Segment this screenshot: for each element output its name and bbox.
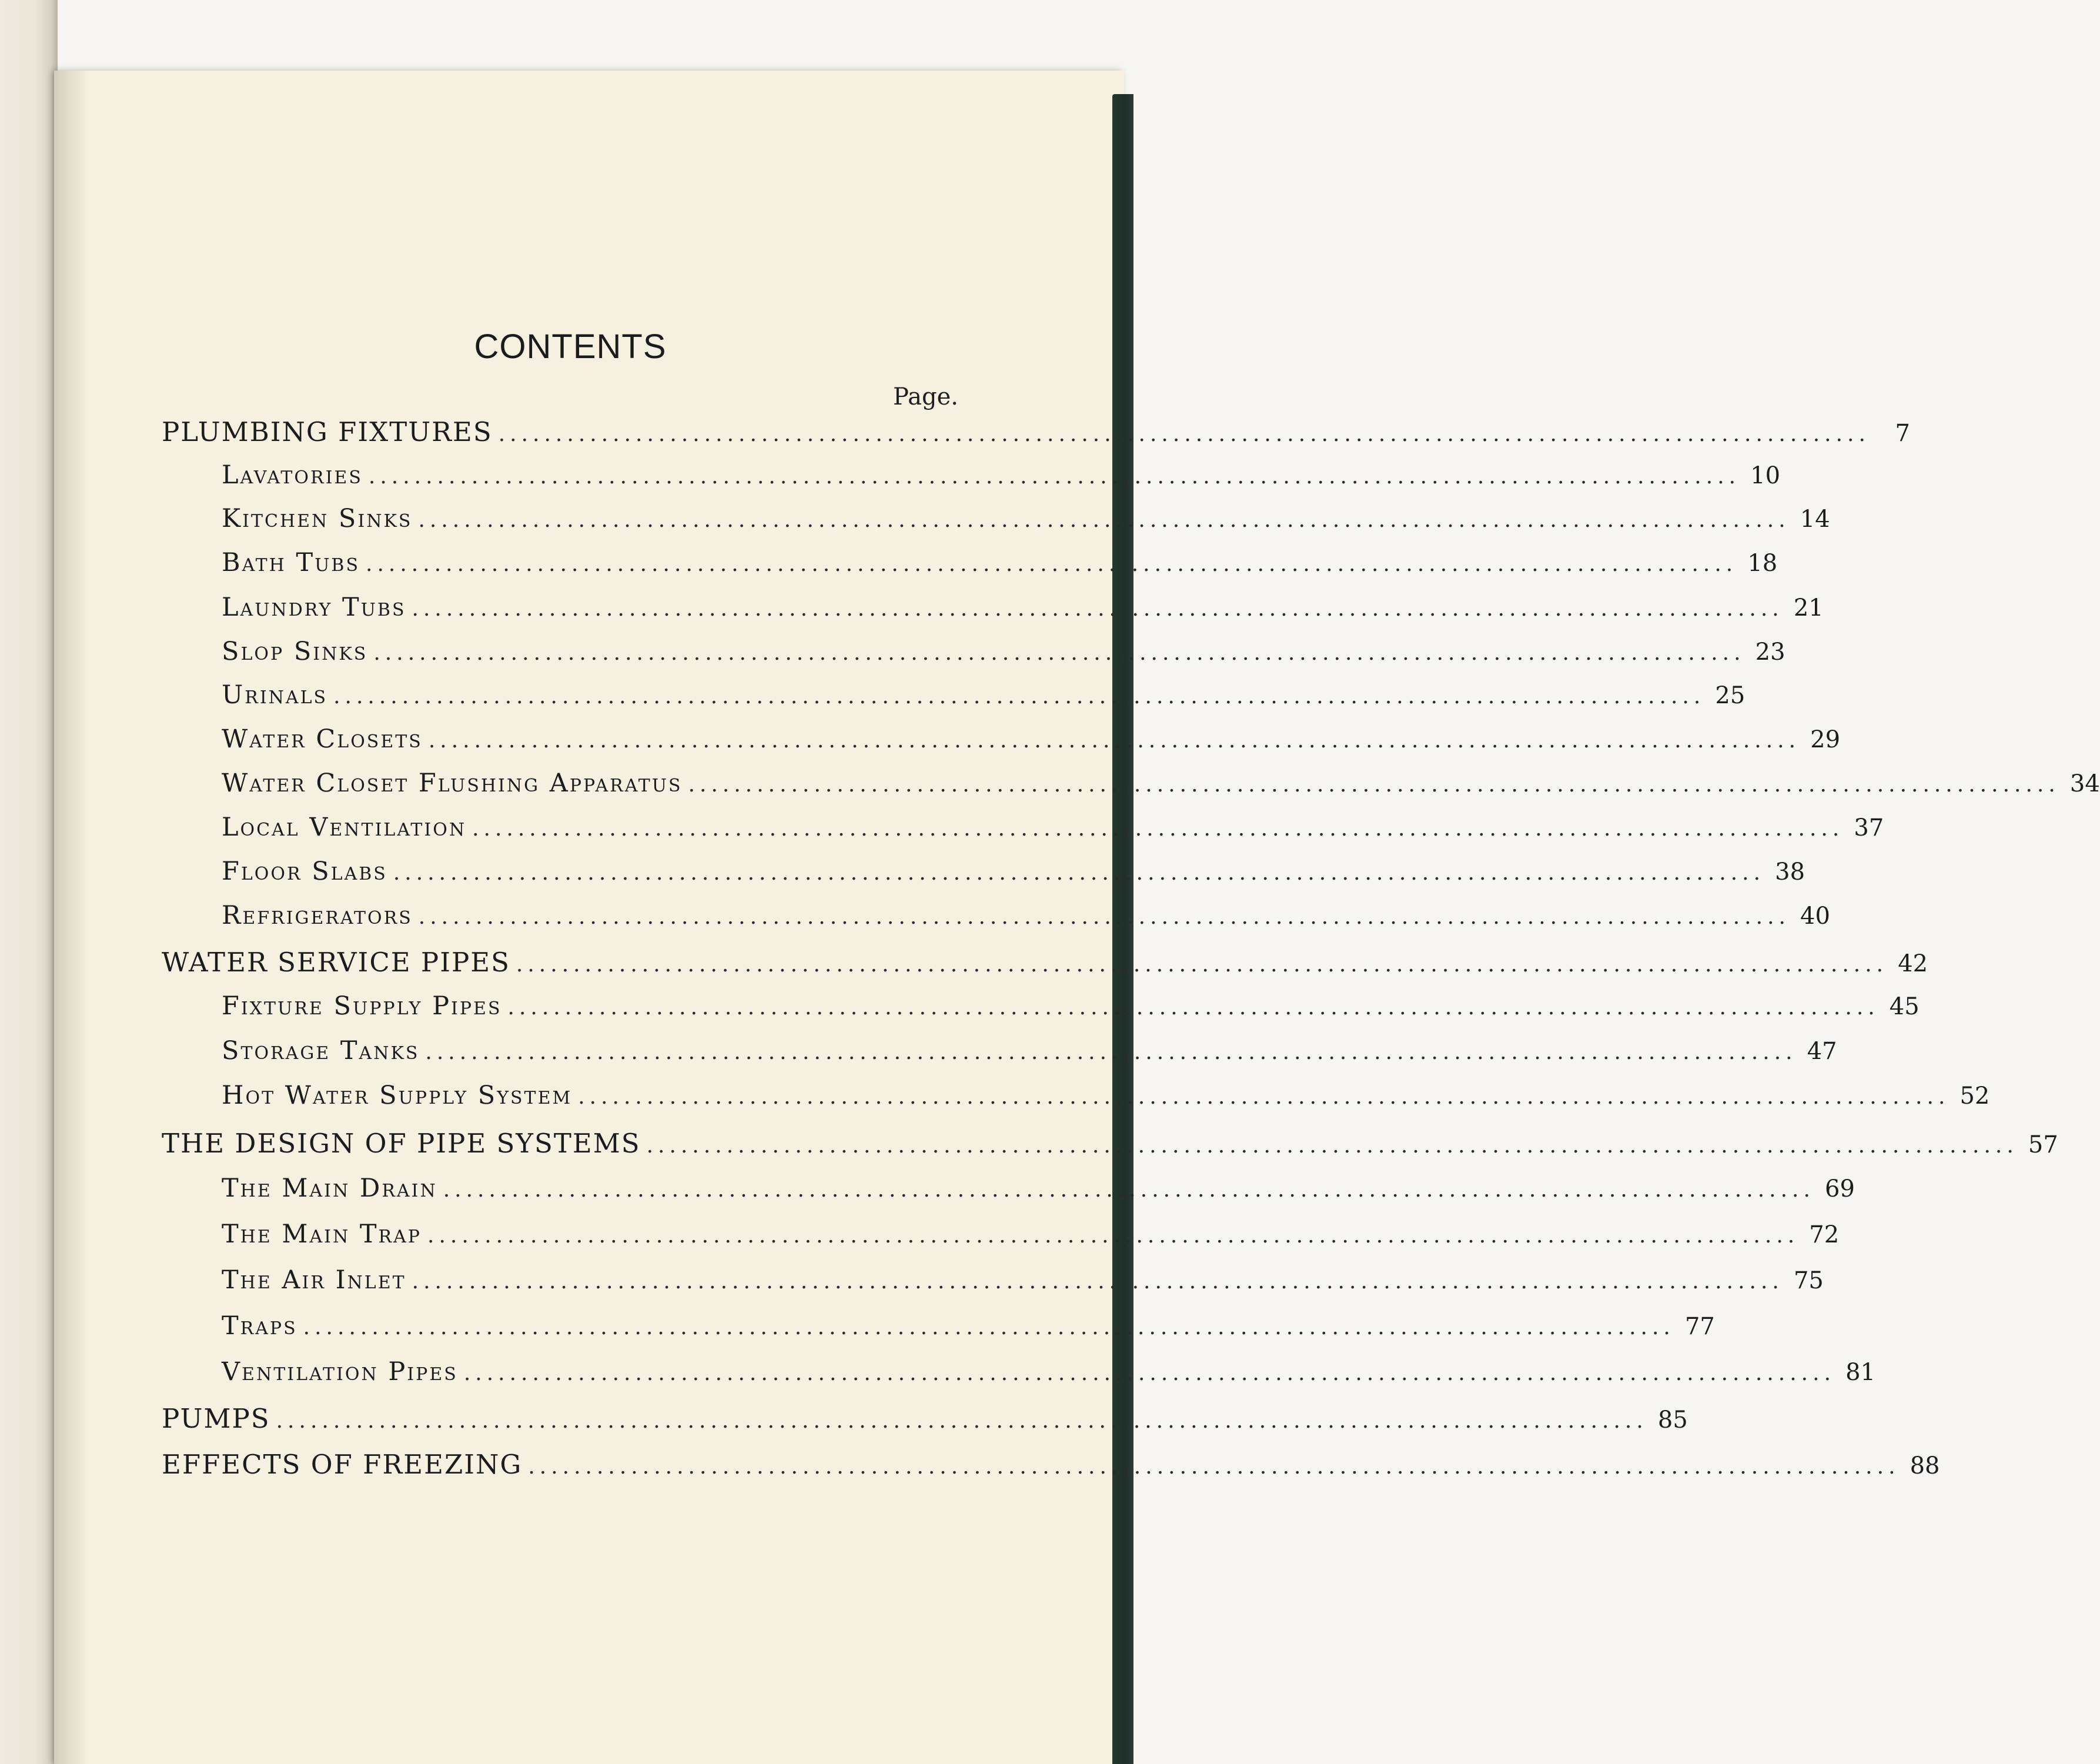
toc-entry-page-number: 85 xyxy=(1657,1406,1688,1434)
toc-leader-dots: ........................................................................................................................ xyxy=(418,905,1790,929)
toc-leader-dots: ........................................................................................................................ xyxy=(418,508,1790,532)
toc-entry-title: Laundry Tubs xyxy=(222,593,406,622)
toc-leader-dots: ........................................................................................................................ xyxy=(368,465,1741,489)
toc-entry-title: THE DESIGN OF PIPE SYSTEMS xyxy=(162,1128,641,1159)
toc-leader-dots: ........................................................................................................................ xyxy=(443,1178,1815,1202)
toc-entry-page-number: 45 xyxy=(1889,993,1920,1020)
page-column-label: Page. xyxy=(893,383,958,410)
toc-leader-dots: ........................................................................................................................ xyxy=(472,817,1844,841)
toc-leader-dots: ........................................................................................................................ xyxy=(427,1224,1800,1248)
toc-entry-title: Refrigerators xyxy=(222,901,413,930)
toc-entry-title: Lavatories xyxy=(222,460,363,490)
toc-entry-page-number: 81 xyxy=(1845,1359,1876,1386)
toc-entry-page-number: 38 xyxy=(1775,858,1805,886)
toc-leader-dots: ........................................................................................................................ xyxy=(646,1134,2018,1158)
toc-entry xyxy=(222,1311,1715,1344)
toc-entry-page-number: 52 xyxy=(1959,1083,1990,1110)
toc-entry-title: Storage Tanks xyxy=(222,1036,420,1065)
toc-entry xyxy=(222,724,1841,757)
toc-entry-page-number: 72 xyxy=(1809,1221,1840,1248)
toc-entry-title: Fixture Supply Pipes xyxy=(222,991,502,1021)
toc-leader-dots: ........................................................................................................................ xyxy=(333,684,1706,709)
toc-entry xyxy=(222,991,1920,1024)
toc-entry-title: WATER SERVICE PIPES xyxy=(162,947,510,978)
toc-leader-dots: ........................................................................................................................ xyxy=(463,1361,1836,1385)
toc-entry-page-number: 40 xyxy=(1800,903,1830,930)
toc-entry-page-number: 23 xyxy=(1755,639,1785,666)
toc-entry-page-number: 18 xyxy=(1747,550,1778,577)
toc-leader-dots: ........................................................................................................................ xyxy=(516,953,1888,977)
toc-entry-title: Local Ventilation xyxy=(222,813,467,842)
toc-entry xyxy=(222,1174,1855,1207)
toc-leader-dots: ........................................................................................................................ xyxy=(366,552,1738,576)
toc-entry xyxy=(162,947,1928,980)
toc-leader-dots: ........................................................................................................................ xyxy=(412,597,1784,621)
toc-entry-page-number: 77 xyxy=(1684,1313,1715,1340)
toc-entry-page-number: 29 xyxy=(1810,726,1841,753)
toc-entry-title: PUMPS xyxy=(162,1403,270,1434)
toc-entry xyxy=(222,504,1830,537)
toc-entry xyxy=(162,416,1910,449)
toc-entry-page-number: 21 xyxy=(1793,594,1824,622)
toc-entry-title: Traps xyxy=(222,1311,297,1341)
toc-entry xyxy=(162,1128,2058,1161)
toc-leader-dots: ........................................................................................................................ xyxy=(688,773,2060,797)
toc-leader-dots: ........................................................................................................................ xyxy=(425,1040,1797,1064)
toc-entry xyxy=(222,769,2100,801)
toc-leader-dots: ........................................................................................................................ xyxy=(393,861,1765,885)
toc-entry xyxy=(222,1036,1837,1069)
toc-entry-title: Water Closets xyxy=(222,724,423,754)
toc-entry xyxy=(222,1220,1840,1252)
toc-entry-page-number: 88 xyxy=(1910,1452,1940,1479)
contents-heading: CONTENTS xyxy=(474,328,667,366)
toc-entry-title: PLUMBING FIXTURES xyxy=(162,416,493,447)
toc-entry-page-number: 34 xyxy=(2069,770,2100,797)
toc-entry-page-number: 47 xyxy=(1807,1038,1837,1065)
toc-entry-page-number: 75 xyxy=(1793,1267,1824,1294)
toc-leader-dots: ........................................................................................................................ xyxy=(412,1269,1784,1294)
toc-leader-dots: ........................................................................................................................ xyxy=(276,1409,1648,1433)
toc-leader-dots: ........................................................................................................................ xyxy=(428,729,1801,753)
toc-entry-title: Urinals xyxy=(222,680,328,710)
toc-entry-title: Slop Sinks xyxy=(222,637,368,666)
toc-entry xyxy=(222,857,1805,890)
toc-entry-page-number: 25 xyxy=(1715,682,1745,709)
toc-leader-dots: ........................................................................................................................ xyxy=(528,1455,1900,1479)
toc-entry xyxy=(222,1265,1824,1298)
toc-entry-title: EFFECTS OF FREEZING xyxy=(162,1449,523,1480)
toc-entry-page-number: 57 xyxy=(2028,1131,2058,1158)
toc-entry xyxy=(222,901,1830,934)
toc-entry xyxy=(162,1403,1688,1436)
toc-entry-page-number: 7 xyxy=(1895,420,1910,447)
book-cover-edge xyxy=(1112,94,1133,1764)
toc-entry-title: Water Closet Flushing Apparatus xyxy=(222,769,683,798)
toc-leader-dots: ........................................................................................................................ xyxy=(507,995,1880,1020)
toc-entry xyxy=(222,593,1824,626)
toc-entry xyxy=(222,813,1884,846)
toc-entry-title: The Main Drain xyxy=(222,1174,437,1203)
toc-entry-title: The Air Inlet xyxy=(222,1265,406,1295)
toc-entry-title: The Main Trap xyxy=(222,1220,422,1249)
toc-entry xyxy=(222,1081,1990,1114)
toc-entry xyxy=(222,548,1778,581)
toc-leader-dots: ........................................................................................................................ xyxy=(373,641,1745,665)
toc-entry-title: Bath Tubs xyxy=(222,548,360,577)
toc-leader-dots: ........................................................................................................................ xyxy=(578,1085,1950,1109)
toc-entry xyxy=(222,680,1745,713)
toc-entry-title: Floor Slabs xyxy=(222,857,387,886)
toc-entry-page-number: 69 xyxy=(1825,1175,1855,1202)
toc-entry-page-number: 42 xyxy=(1898,950,1928,977)
toc-entry xyxy=(222,1357,1876,1390)
toc-leader-dots: ........................................................................................................................ xyxy=(303,1315,1675,1339)
toc-entry xyxy=(162,1449,1940,1482)
toc-entry xyxy=(222,460,1781,493)
toc-entry xyxy=(222,637,1785,670)
toc-entry-page-number: 10 xyxy=(1750,462,1781,489)
left-page-edge xyxy=(0,0,58,1764)
toc-leader-dots: ........................................................................................................................ xyxy=(498,422,1870,446)
toc-entry-title: Hot Water Supply System xyxy=(222,1081,573,1110)
toc-entry-title: Ventilation Pipes xyxy=(222,1357,458,1387)
toc-entry-page-number: 37 xyxy=(1854,814,1884,841)
toc-entry-title: Kitchen Sinks xyxy=(222,504,413,533)
toc-entry-page-number: 14 xyxy=(1800,506,1830,533)
